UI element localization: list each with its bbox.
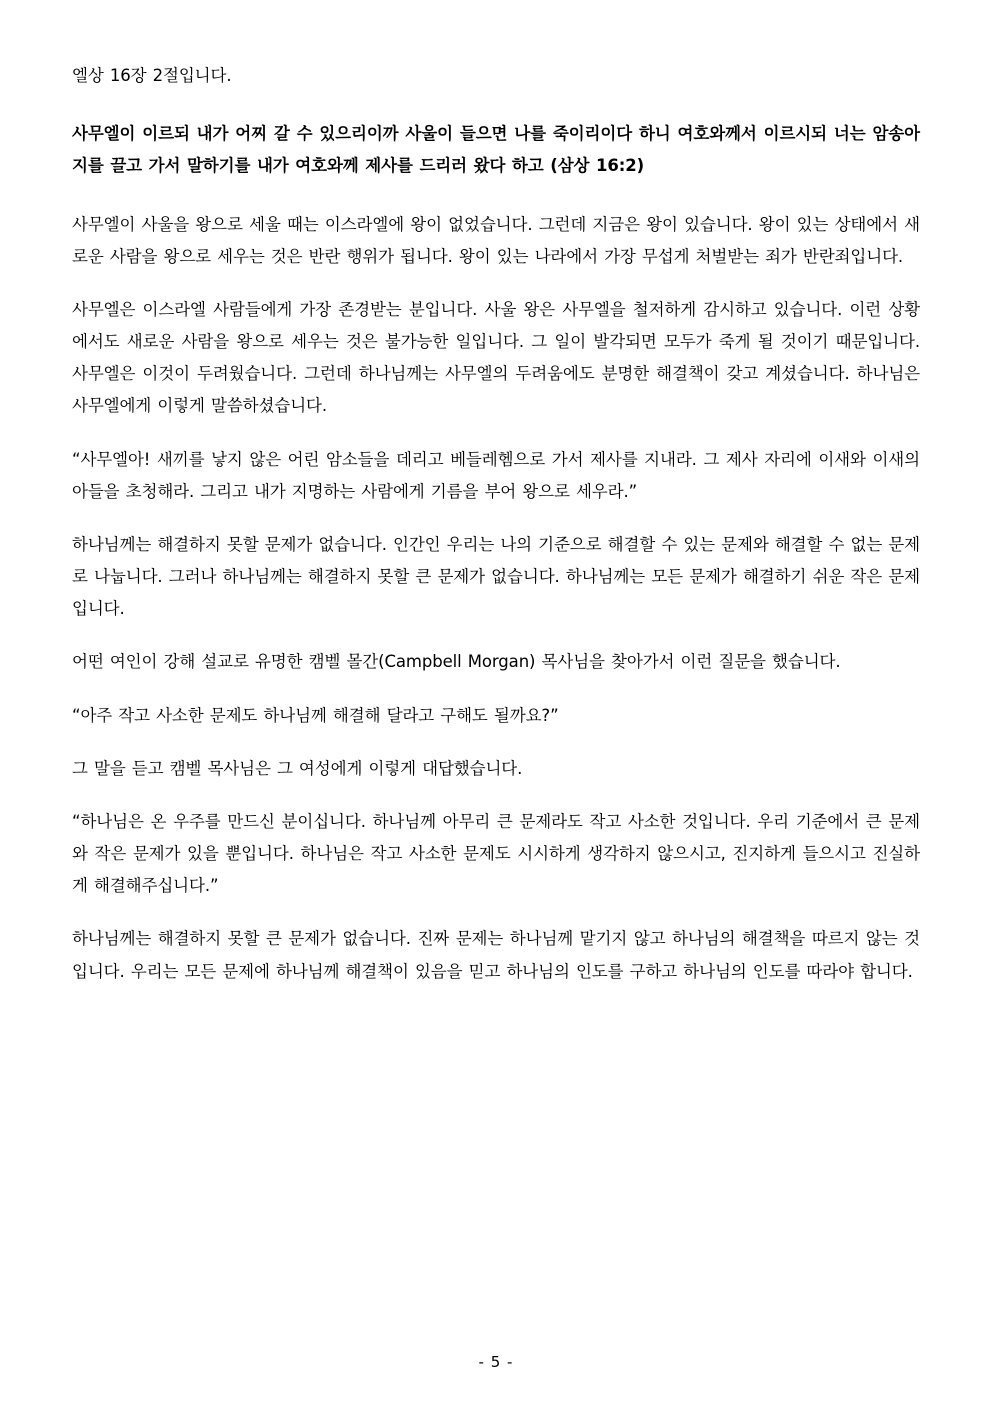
paragraph: 하나님께는 해결하지 못할 큰 문제가 없습니다. 진짜 문제는 하나님께 맡기지 않고 하나님의 해결책을 따르지 않는 것입니다. 우리는 모든 문제에 하나님께 해결책이 있음을 믿고 하나님의 인도를 구하고 하나님의 인도를 따라야 합니다. xyxy=(72,929,920,981)
paragraph: “하나님은 온 우주를 만드신 분이십니다. 하나님께 아무리 큰 문제라도 작고 사소한 것입니다. 우리 기준에서 큰 문제와 작은 문제가 있을 뿐입니다. 하나님은 작고 사소한 문제도 시시하게 생각하지 않으시고, 진지하게 들으시고 진실하게 해결해주십니다.” xyxy=(72,811,920,896)
page-number: - 5 - xyxy=(478,1353,514,1371)
scripture-verse: 사무엘이 이르되 내가 어찌 갈 수 있으리이까 사울이 들으면 나를 죽이리이다 하니 여호와께서 이르시되 너는 암송아지를 끌고 가서 말하기를 내가 여호와께 제사를 드리러 왔다 하고 (삼상 16:2) xyxy=(72,124,920,176)
paragraph: “사무엘아! 새끼를 낳지 않은 어린 암소들을 데리고 베들레헴으로 가서 제사를 지내라. 그 제사 자리에 이새와 이새의 아들을 초청해라. 그리고 내가 지명하는 사람에게 기름을 부어 왕으로 세우라.” xyxy=(72,449,920,501)
paragraph: “아주 작고 사소한 문제도 하나님께 해결해 달라고 구해도 될까요?” xyxy=(72,705,559,725)
intro-line: 엘상 16장 2절입니다. xyxy=(72,66,232,85)
paragraph: 사무엘은 이스라엘 사람들에게 가장 존경받는 분입니다. 사울 왕은 사무엘을 철저하게 감시하고 있습니다. 이런 상황에서도 새로운 사람을 왕으로 세우는 것은 불가능한 일입니다. 그 일이 발각되면 모두가 죽게 될 것이기 때문입니다. 사무엘은 이것이 두려웠습니다. 그런데 하나님께는 사무엘의 두려움에도 분명한 해결책이 갖고 계셨습니다. 하나님은 사무엘에게 이렇게 말씀하셨습니다. xyxy=(72,299,920,416)
paragraph: 어떤 여인이 강해 설교로 유명한 캠벨 몰간(Campbell Morgan) 목사님을 찾아가서 이런 질문을 했습니다. xyxy=(72,652,841,672)
paragraph: 하나님께는 해결하지 못할 문제가 없습니다. 인간인 우리는 나의 기준으로 해결할 수 있는 문제와 해결할 수 없는 문제로 나눕니다. 그러나 하나님께는 해결하지 못할 큰 문제가 없습니다. 하나님께는 모든 문제가 해결하기 쉬운 작은 문제입니다. xyxy=(72,534,920,619)
paragraph: 사무엘이 사울을 왕으로 세울 때는 이스라엘에 왕이 없었습니다. 그런데 지금은 왕이 있습니다. 왕이 있는 상태에서 새로운 사람을 왕으로 세우는 것은 반란 행위가 됩니다. 왕이 있는 나라에서 가장 무섭게 처벌받는 죄가 반란죄입니다. xyxy=(72,214,920,266)
paragraph: 그 말을 듣고 캠벨 목사님은 그 여성에게 이렇게 대답했습니다. xyxy=(72,758,523,778)
